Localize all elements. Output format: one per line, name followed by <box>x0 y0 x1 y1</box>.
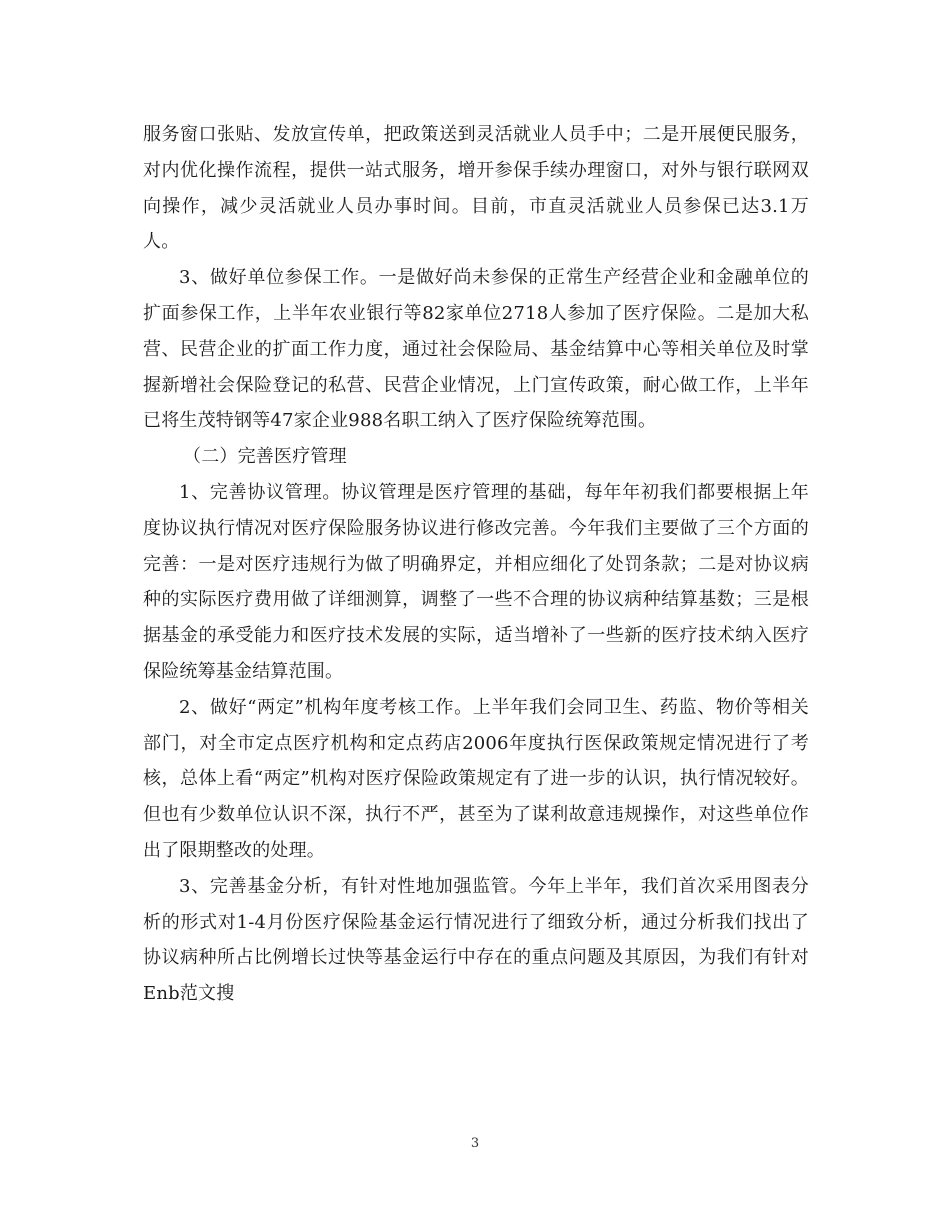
paragraph-annual-assessment: 2、做好“两定”机构年度考核工作。上半年我们会同卫生、药监、物价等相关部门，对全市定点医疗机构和定点药店2006年度执行医保政策规定情况进行了考核，总体上看“两定”机构对医疗保险政策规定有了进一步的认识，执行情况较好。但也有少数单位认识不深，执行不严，甚至为了谋利故意违规操作，对这些单位作出了限期整改的处理。 <box>143 696 809 861</box>
paragraph-continuation: 服务窗口张贴、发放宣传单，把政策送到灵活就业人员手中；二是开展便民服务，对内优化操作流程，提供一站式服务，增开参保手续办理窗口，对外与银行联网双向操作，减少灵活就业人员办事时间。目前，市直灵活就业人员参保已达3.1万人。 <box>143 124 809 253</box>
page-number: 3 <box>470 1136 480 1151</box>
section-heading-medical-management: （二）完善医疗管理 <box>183 446 347 468</box>
paragraph-agreement-management: 1、完善协议管理。协议管理是医疗管理的基础，每年年初我们都要根据上年度协议执行情况对医疗保险服务协议进行修改完善。今年我们主要做了三个方面的完善：一是对医疗违规行为做了明确界定，并相应细化了处罚条款；二是对协议病种的实际医疗费用做了详细测算，调整了一些不合理的协议病种结算基数；三是根据基金的承受能力和医疗技术发展的实际，适当增补了一些新的医疗技术纳入医疗保险统筹基金结算范围。 <box>143 481 809 682</box>
paragraph-unit-enrollment: 3、做好单位参保工作。一是做好尚未参保的正常生产经营企业和金融单位的扩面参保工作，上半年农业银行等82家单位2718人参加了医疗保险。二是加大私营、民营企业的扩面工作力度，通过社会保险局、基金结算中心等相关单位及时掌握新增社会保险登记的私营、民营企业情况，上门宣传政策，耐心做工作，上半年已将生茂特钢等47家企业988名职工纳入了医疗保险统筹范围。 <box>143 267 809 432</box>
document-body <box>143 117 809 1012</box>
paragraph-fund-analysis: 3、完善基金分析，有针对性地加强监管。今年上半年，我们首次采用图表分析的形式对1-4月份医疗保险基金运行情况进行了细致分析，通过分析我们找出了协议病种所占比例增长过快等基金运行中存在的重点问题及其原因，为我们有针对Enb范文搜 <box>143 875 809 1005</box>
